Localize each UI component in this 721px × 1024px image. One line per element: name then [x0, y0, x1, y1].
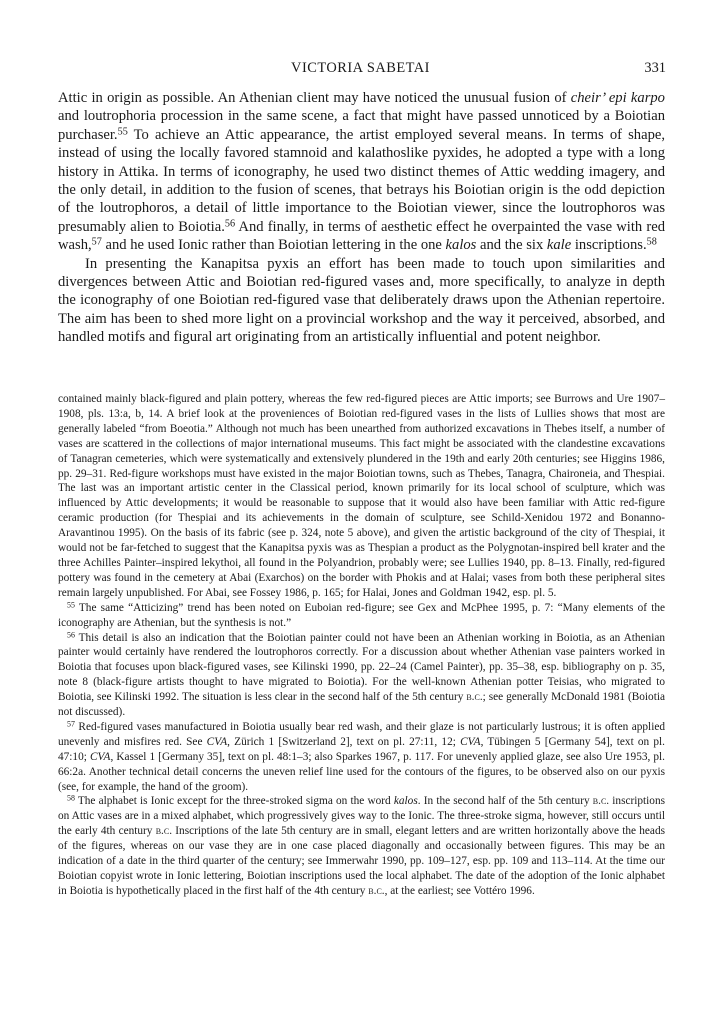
running-head	[0, 60, 721, 80]
footnotes	[58, 392, 665, 899]
footnote-continued: contained mainly black-figured and plain pottery, whereas the few red-figured pieces are Attic imports; see Burrows and Ure 1907–1908, pls. 13:a, b, 14. A brief look at the proveniences of Boiotian red-figured vases in the lists of Lullies shows that most are generally labeled “from Boeotia.” Although not much has been unearthed from authorized excavations in Thebes itself, a number of vases are scattered in the collections of major international museums. This fact might be associated with the clandestine excavations of Tanagran cemeteries, which were systematically and extensively plundered in the 19th and early 20th centuries; see Higgins 1986, pp. 29–31. Red-figure workshops must have existed in the major Boiotian towns, such as Thebes, Tanagra, Chaironeia, and Thespiai. The last was an important artistic center in the Classical period, known primarily for its local school of sculpture, which was influenced by Attic developments; it would be reasonable to suppose that it would also have been familiar with Attic red-figure ceramic production (for Thespiai and its achievements in the domain of sculpture, see Schild-Xenidou 1972 and Bonanno-Aravantinou 1995). On the basis of its fabric (see p. 324, note 5 above), and given the artistic background of the city of Thespiai, it would not be far-fetched to suggest that the Kanapitsa pyxis was as Thespian a product as the Polygnotan-inspired bell krater and the three Achilles Painter–inspired lekythoi, all found in the Polyandrion, probably were; see Lullies 1940, pp. 8–13. Finally, red-figured pottery was found in the cemetery at Abai (Exarchos) on the border with Phokis and at Halai; vases from both these peripheral sites remain largely unpublished. For Abai, see Fossey 1986, p. 165; for Halai, Jones and Goldman 1942, esp. pl. 5.	[58, 393, 665, 599]
text-run: Attic in origin as possible. An Athenian client may have noticed the unusual fusion of	[58, 90, 571, 106]
text-run: To achieve an Attic appearance, the artist employed several means. In terms of shape, instead of using the locally favored stamnoid and kalathoslike pyxides, he adopted a type with a long history in Attika. In terms of iconography, he used two distinct themes of Attic wedding imagery, and the only detail, in addition to the fusion of scenes, that betrays his Boiotian origin is the odd depiction of the loutrophoros, a detail of little importance to the Boiotian viewer, since the loutrophoros was presumably alien to Boiotia.	[58, 126, 665, 235]
cva-abbrev: CVA	[89, 750, 111, 763]
text-run: and loutrophoria procession in the same scene, a fact that might have passed unnoticed by a Boiotian purchaser.	[58, 108, 665, 143]
footnote-ref-57[interactable]: 57	[91, 236, 102, 248]
footnote-55	[58, 601, 665, 631]
footnote-text: The alphabet is Ionic except for the three-stroked sigma on the word	[74, 795, 394, 808]
text-run: inscriptions.	[571, 237, 647, 254]
cva-abbrev: CVA	[206, 735, 228, 748]
era-abbrev: b.c.	[592, 795, 610, 808]
footnote-text: . In the second half of the 5th century	[417, 795, 593, 808]
text-run: and he used Ionic rather than Boiotian lettering in the one	[101, 237, 446, 254]
footnote-text: This detail is also an indication that the Boiotian painter could not have been an Athenian working in Boiotia, as an Athenian painter would certainly have rendered the loutrophoros correctly. For a discussion about whether Athenian vase painters worked in Boiotia that focuses upon black-figured vases, see Kilinski 1990, pp. 22–24 (Camel Painter), pp. 35–38, esp. bibliography on p. 35, note 8 (black-figure artists thought to have migrated to Boiotia). For the well-known Athenian potter Teisias, who migrated to Boiotia, see Kilinski 1992. The situation is less clear in the second half of the 5th century	[58, 631, 665, 704]
footnote-56	[58, 631, 665, 720]
greek-word: kale	[546, 237, 572, 254]
text-run: and the six	[476, 237, 547, 254]
greek-word: kalos	[393, 795, 418, 808]
footnote-text: Inscriptions of the late 5th century are in small, elegant letters and are written horizontally above the heads of the figures, whereas on our vase they are in one case placed diagonally and occasionally between figures. This may be an indication of a date in the third quarter of the century; see Immerwahr 1990, pp. 109–127, esp. pp. 109 and 113–114. At the time our Boiotian copyist wrote in Ionic lettering, Boiotian inscriptions used the local alphabet. The date of the adoption of the Ionic alphabet in Boiotia is hypothetically placed in the first half of the 4th century	[58, 825, 665, 897]
era-abbrev: b.c.	[466, 691, 483, 704]
body-paragraph-2: In presenting the Kanapitsa pyxis an effort has been made to touch upon similarities and divergences between Attic and Boiotian red-figured vases and, more specifically, to analyze in depth the iconography of one Boiotian red-figured vase that deliberately draws upon the Athenian repertoire. The aim has been to shed more light on a provincial workshop and the way it perceived, absorbed, and handled motifs and figural art originating from an artistically influential and potent neighbor.	[58, 255, 665, 346]
greek-phrase: cheir’ epi karpo	[570, 90, 665, 106]
page-number: 331	[644, 60, 666, 76]
footnote-ref-56[interactable]: 56	[224, 218, 236, 230]
main-text	[58, 89, 665, 347]
footnote-text: , at the earliest; see Vottéro 1996.	[384, 884, 535, 897]
footnote-number: 55	[67, 600, 75, 610]
footnote-text: ; see generally McDonald 1981 (Boiotia not discussed).	[58, 691, 665, 719]
running-head-author: VICTORIA SABETAI	[291, 60, 430, 76]
footnote-text: The same “Atticizing” trend has been noted on Euboian red-figure; see Gex and McPhee 1995, p. 7: “Many elements of the iconography are Athenian, but the synthesis is not.”	[58, 601, 665, 629]
era-abbrev: b.c.	[368, 884, 385, 897]
era-abbrev: b.c.	[155, 825, 173, 838]
footnote-text: , Tübingen 5 [Germany 54], text on pl. 47:10;	[58, 735, 666, 763]
footnote-58	[58, 794, 665, 898]
cva-abbrev: CVA	[460, 735, 481, 748]
greek-word: kalos	[445, 237, 477, 254]
footnote-number: 56	[67, 629, 75, 639]
footnote-text: inscriptions on Attic vases are in a mixed alphabet, which progressively gives way to the Ionic. The three-stroke sigma, however, still occurs until the early 4th century	[58, 795, 665, 838]
footnote-number: 58	[67, 793, 75, 803]
text-run: And finally, in terms of aesthetic effect he overpainted the vase with red wash,	[58, 218, 665, 254]
footnote-text: Red-figured vases manufactured in Boiotia usually bear red wash, and their glaze is not particularly lustrous; it is often applied unevenly and misfires red. See	[58, 720, 665, 748]
footnote-text: , Kassel 1 [Germany 35], text on pl. 48:1–3; also Sparkes 1967, p. 117. For unevenly applied glaze, see also Ure 1953, pl. 66:2a. Another technical detail concerns the uneven relief line used for the contours of the figures, to be observed also on our pyxis (see, for example, the hand of the groom).	[58, 750, 665, 793]
body-paragraph-1	[58, 89, 665, 255]
footnote-ref-55[interactable]: 55	[117, 126, 128, 138]
footnote-text: , Zürich 1 [Switzerland 2], text on pl. 27:11, 12;	[227, 735, 461, 748]
footnote-57	[58, 720, 665, 795]
footnote-number: 57	[67, 719, 75, 729]
footnote-ref-58[interactable]: 58	[646, 236, 657, 248]
